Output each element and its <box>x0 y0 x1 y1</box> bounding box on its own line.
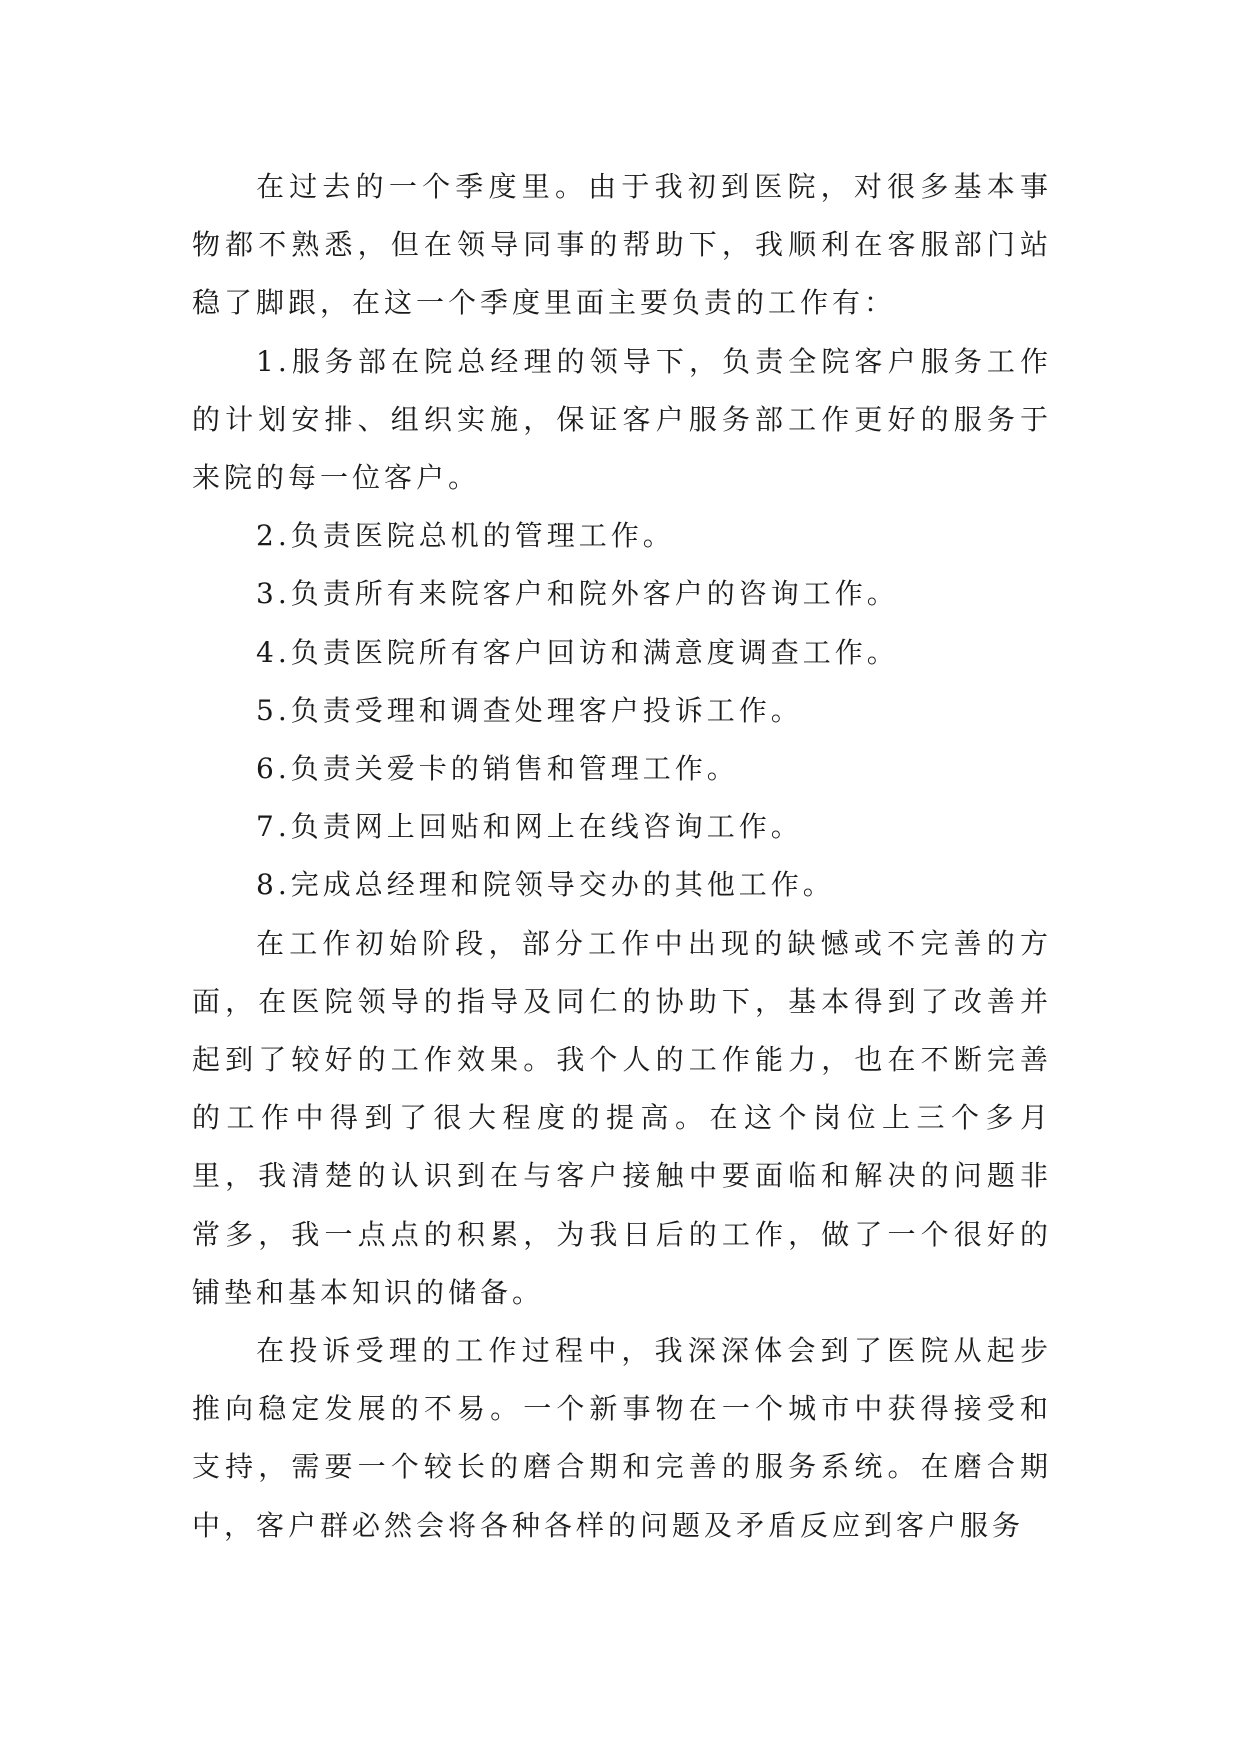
list-item-6: 6.负责关爱卡的销售和管理工作。 <box>256 752 739 786</box>
list-item-2: 2.负责医院总机的管理工作。 <box>256 519 675 553</box>
list-item-3: 3.负责所有来院客户和院外客户的咨询工作。 <box>256 577 899 611</box>
list-item-5: 5.负责受理和调查处理客户投诉工作。 <box>256 693 803 727</box>
paragraph-complaints: 在投诉受理的工作过程中，我深深体会到了医院从起步推向稳定发展的不易。一个新事物在一个城市中获得接受和支持，需要一个较长的磨合期和完善的服务系统。在磨合期中，客户群必然会将各种各样的问题及矛盾反应到客户服务 <box>192 1334 1052 1542</box>
paragraph-progress: 在工作初始阶段，部分工作中出现的缺憾或不完善的方面，在医院领导的指导及同仁的协助下，基本得到了改善并起到了较好的工作效果。我个人的工作能力，也在不断完善的工作中得到了很大程度的提高。在这个岗位上三个多月里，我清楚的认识到在与客户接触中要面临和解决的问题非常多，我一点点的积累，为我日后的工作，做了一个很好的铺垫和基本知识的储备。 <box>192 926 1052 1309</box>
document-body <box>192 158 1052 1555</box>
list-item-7: 7.负责网上回贴和网上在线咨询工作。 <box>256 810 803 844</box>
list-item-4: 4.负责医院所有客户回访和满意度调查工作。 <box>256 635 899 669</box>
list-item-1: 1.服务部在院总经理的领导下，负责全院客户服务工作的计划安排、组织实施，保证客户服务部工作更好的服务于来院的每一位客户。 <box>192 344 1052 495</box>
list-item-8: 8.完成总经理和院领导交办的其他工作。 <box>256 868 835 902</box>
paragraph-intro: 在过去的一个季度里。由于我初到医院，对很多基本事物都不熟悉，但在领导同事的帮助下，我顺利在客服部门站稳了脚跟，在这一个季度里面主要负责的工作有： <box>192 170 1052 320</box>
